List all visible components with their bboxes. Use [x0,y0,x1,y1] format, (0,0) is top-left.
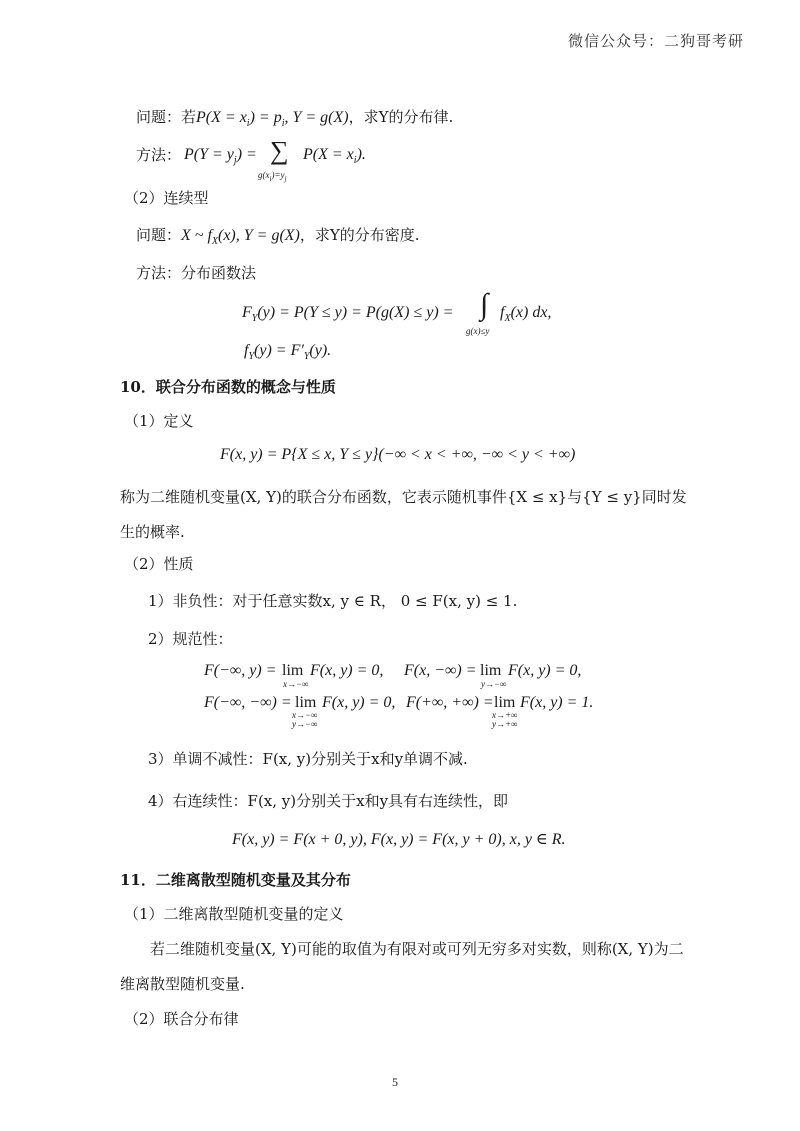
page-number: 5 [392,1075,398,1089]
norm-row1-c: F(x, −∞) = [404,662,477,679]
lim-4-sub-y: y→+∞ [492,719,518,729]
discrete-problem-line [136,106,453,135]
section-10-title: 10．联合分布函数的概念与性质 [120,378,336,396]
lim-2: lim [480,662,502,679]
joint-cdf-formula: F(x, y) = P{X ≤ x, Y ≤ y}(−∞ < x < +∞, −∞ < y < +∞) [220,446,576,463]
norm-row2-g: F(+∞, +∞) = [406,694,494,711]
cdf-equation-rhs: $f_X(x)$ dx, [500,304,552,325]
cdf-equation-lhs: $F_Y(y) = P(Y \le y) = P(g(X) \le y)$ = [242,304,454,325]
section-10-def-heading: （1）定义 [124,412,194,430]
prop-heading: （2）性质 [124,555,194,573]
discrete-problem-label: 问题：若 [136,108,197,126]
def-text-line-1: 称为二维随机变量(X, Y)的联合分布函数，它表示随机事件{X ≤ x}与{Y ≤ y}同时发 [120,488,687,506]
lim-1-sub: x→−∞ [283,679,309,689]
sum-symbol: ∑ [270,136,289,165]
lim-3-sub-x: x→−∞ [292,710,318,720]
lim-4-sub-x: x→+∞ [492,710,518,720]
discrete-method-rhs: $P(X = x_i)$. [303,146,366,167]
def-text-line-2: 生的概率. [120,523,185,541]
integral-symbol: ∫ [480,288,489,321]
lim-3-sub-y: y→−∞ [292,719,318,729]
norm-row1-d: F(x, y) = 0, [508,662,582,679]
norm-row1-b: F(x, y) = 0, [310,662,384,679]
continuous-problem-tail: ，求Y的分布密度. [299,226,420,244]
lim-1: lim [282,662,304,679]
lim-3: lim [295,694,317,711]
pdf-equation: $f_Y(y) = F'_Y(y)$. [244,342,332,363]
norm-row1-a: F(−∞, y) = [204,662,277,679]
discrete-method-label: 方法： [136,146,182,164]
prop-nonnegativity: 1）非负性：对于任意实数x, y ∈ R， 0 ≤ F(x, y) ≤ 1. [148,592,518,610]
lim-4: lim [494,694,516,711]
section-11-def-heading: （1）二维离散型随机变量的定义 [124,905,344,923]
page-header: 微信公众号：二狗哥考研 [567,32,744,50]
lim-2-sub: y→−∞ [481,679,507,689]
discrete-problem-math: $P(X = x_i) = p_i$, Y = g(X) [196,109,349,130]
joint-distribution-heading: （2）联合分布律 [124,1010,239,1028]
prop-normalization-label: 2）规范性： [148,630,233,648]
section-11-def-line-2: 维离散型随机变量. [120,975,245,993]
prop-monotonic: 3）单调不减性：F(x, y)分别关于x和y单调不减. [148,750,468,768]
continuous-problem-line [136,224,420,253]
continuous-method: 方法：分布函数法 [136,264,257,282]
continuous-heading: （2）连续型 [124,189,209,207]
prop-right-continuity: 4）右连续性：F(x, y)分别关于x和y具有右连续性，即 [148,792,509,810]
norm-row2-e: F(−∞, −∞) = [204,694,292,711]
norm-row2-f: F(x, y) = 0, [322,694,396,711]
discrete-problem-tail: ，求Y的分布律. [348,108,454,126]
section-11-title: 11．二维离散型随机变量及其分布 [120,871,351,889]
continuous-problem-math: X ~ $f_X(x)$, Y = g(X) [181,227,300,248]
section-11-def-line-1: 若二维随机变量(X, Y)可能的取值为有限对或可列无穷多对实数，则称(X, Y)为二 [150,940,684,958]
norm-row2-h: F(x, y) = 1. [520,694,594,711]
integral-subscript: g(x)≤y [466,326,490,336]
sum-subscript: $g(x_i)=y_j$ [258,170,287,183]
right-continuity-formula: F(x, y) = F(x + 0, y), F(x, y) = F(x, y + 0), x, y ∈ R. [232,831,566,848]
continuous-problem-label: 问题： [136,226,182,244]
discrete-method-lhs: $P(Y = y_j)$ = [184,146,257,167]
